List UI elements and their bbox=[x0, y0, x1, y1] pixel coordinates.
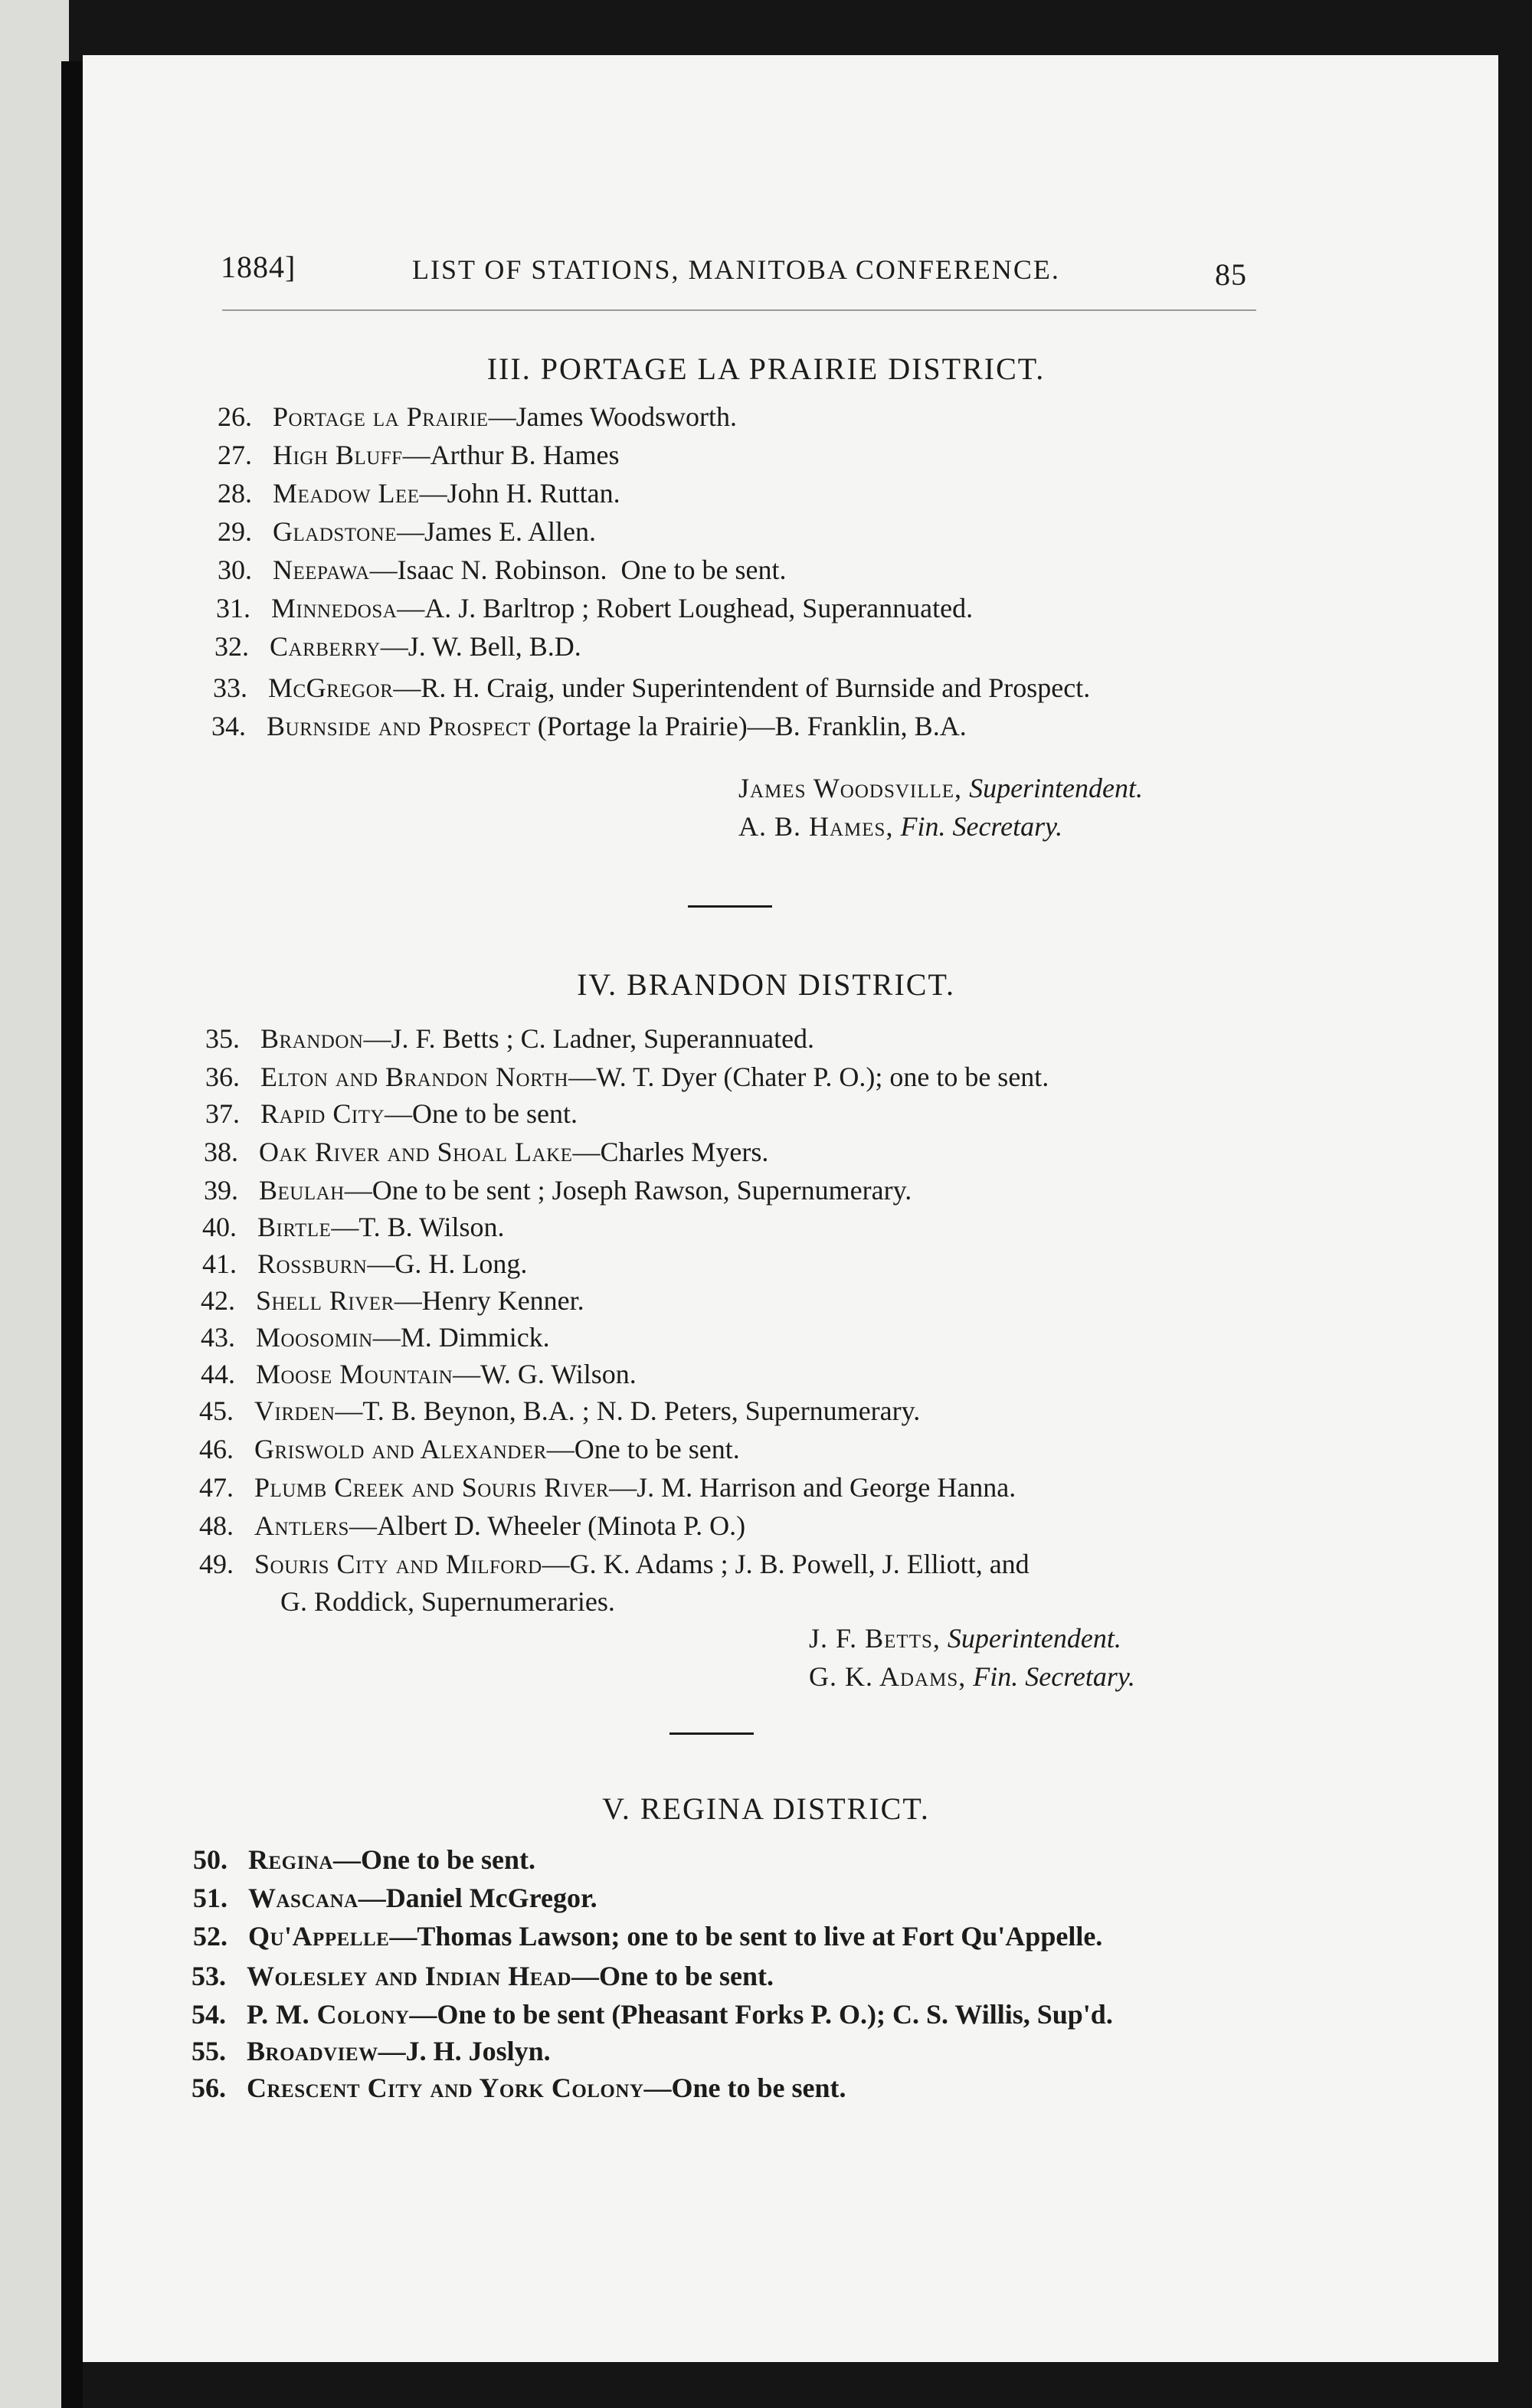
station-number: 46. bbox=[199, 1434, 234, 1464]
station-number: 43. bbox=[201, 1322, 235, 1353]
station-33 bbox=[213, 671, 1090, 705]
station-place: High Bluff bbox=[273, 440, 403, 470]
station-48 bbox=[199, 1509, 745, 1543]
station-number: 33. bbox=[213, 672, 247, 703]
station-49 bbox=[199, 1547, 1030, 1581]
station-appointment: —W. T. Dyer (Chater P. O.); one to be sent. bbox=[568, 1062, 1049, 1092]
station-place: Moose Mountain bbox=[256, 1359, 453, 1389]
station-appointment: —One to be sent. bbox=[571, 1961, 774, 1991]
station-number: 39. bbox=[204, 1175, 238, 1206]
station-appointment: —One to be sent. bbox=[332, 1844, 535, 1875]
signature-superintendent bbox=[738, 772, 1143, 804]
station-appointment: —John H. Ruttan. bbox=[419, 478, 620, 509]
station-50 bbox=[193, 1843, 535, 1876]
station-appointment: —J. M. Harrison and George Hanna. bbox=[609, 1472, 1016, 1503]
station-32 bbox=[214, 630, 581, 663]
station-number: 37. bbox=[205, 1098, 240, 1129]
running-head bbox=[221, 249, 1247, 295]
signature-role: Superintendent. bbox=[947, 1623, 1121, 1654]
signature-role: Superintendent. bbox=[969, 773, 1144, 803]
station-place: P. M. Colony bbox=[247, 1999, 410, 2030]
header-rule bbox=[222, 309, 1256, 311]
station-appointment: —One to be sent. bbox=[385, 1098, 578, 1129]
station-place: Qu'Appelle bbox=[248, 1921, 390, 1952]
station-place: Rapid City bbox=[260, 1098, 385, 1129]
station-appointment: —M. Dimmick. bbox=[372, 1322, 550, 1353]
station-appointment: —Isaac N. Robinson. One to be sent. bbox=[369, 555, 787, 585]
scan-gutter bbox=[61, 61, 83, 2408]
station-number: 35. bbox=[205, 1023, 240, 1054]
district-heading-portage: III. PORTAGE LA PRAIRIE DISTRICT. bbox=[486, 352, 1046, 386]
station-number: 29. bbox=[218, 516, 252, 547]
station-place: Carberry bbox=[270, 631, 381, 662]
station-51 bbox=[193, 1881, 597, 1915]
signature-role: Fin. Secretary. bbox=[900, 811, 1063, 842]
station-appointment: —James Woodsworth. bbox=[488, 401, 737, 432]
station-number: 45. bbox=[199, 1395, 234, 1426]
station-number: 30. bbox=[218, 555, 252, 585]
station-place: Minnedosa bbox=[271, 593, 398, 623]
station-appointment: —Henry Kenner. bbox=[394, 1285, 584, 1316]
signature-fin-secretary bbox=[738, 810, 1062, 842]
station-number: 28. bbox=[218, 478, 252, 509]
station-36 bbox=[205, 1060, 1049, 1094]
running-head-year: 1884] bbox=[221, 250, 296, 284]
station-number: 55. bbox=[192, 2036, 226, 2066]
station-53 bbox=[192, 1959, 774, 1993]
signature-fin-secretary bbox=[809, 1660, 1135, 1693]
station-39 bbox=[204, 1173, 912, 1207]
station-appointment: —J. H. Joslyn. bbox=[378, 2036, 551, 2066]
station-number: 48. bbox=[199, 1510, 234, 1541]
station-appointment: —G. K. Adams ; J. B. Powell, J. Elliott, and bbox=[542, 1549, 1030, 1579]
station-number: 40. bbox=[202, 1212, 237, 1242]
signature-role: Fin. Secretary. bbox=[973, 1661, 1135, 1692]
station-number: 27. bbox=[218, 440, 252, 470]
station-46 bbox=[199, 1432, 740, 1466]
station-43 bbox=[201, 1320, 550, 1354]
station-place: Neepawa bbox=[273, 555, 370, 585]
station-place: Moosomin bbox=[256, 1322, 373, 1353]
signature-name: J. F. Betts, bbox=[809, 1623, 941, 1654]
station-appointment: —Thomas Lawson; one to be sent to live at Fort Qu'Appelle. bbox=[389, 1921, 1103, 1952]
station-54 bbox=[192, 1997, 1113, 2031]
signature-superintendent bbox=[809, 1622, 1121, 1654]
station-number: 47. bbox=[199, 1472, 234, 1503]
station-place: Crescent City and York Colony bbox=[247, 2073, 644, 2103]
station-number: 31. bbox=[216, 593, 250, 623]
station-42 bbox=[201, 1284, 584, 1317]
station-47 bbox=[199, 1471, 1016, 1504]
station-45 bbox=[199, 1394, 920, 1428]
station-appointment: —One to be sent ; Joseph Rawson, Supernumerary. bbox=[344, 1175, 912, 1206]
station-place: Rossburn bbox=[257, 1248, 368, 1279]
station-place: Beulah bbox=[259, 1175, 345, 1206]
station-place: Birtle bbox=[257, 1212, 332, 1242]
station-number: 50. bbox=[193, 1844, 228, 1875]
station-place: Antlers bbox=[254, 1510, 349, 1541]
station-number: 52. bbox=[193, 1921, 228, 1952]
district-heading-regina: V. REGINA DISTRICT. bbox=[602, 1791, 930, 1826]
station-appointment: —A. J. Barltrop ; Robert Loughead, Superannuated. bbox=[397, 593, 974, 623]
station-appointment: —One to be sent (Pheasant Forks P. O.); C. S. Willis, Sup'd. bbox=[409, 1999, 1113, 2030]
signature-name: G. K. Adams, bbox=[809, 1661, 967, 1692]
station-30 bbox=[218, 553, 787, 587]
section-divider bbox=[669, 1732, 754, 1735]
station-appointment: —Arthur B. Hames bbox=[402, 440, 620, 470]
signature-name: A. B. Hames, bbox=[738, 811, 894, 842]
station-appointment: —One to be sent. bbox=[546, 1434, 740, 1464]
station-number: 53. bbox=[192, 1961, 226, 1991]
station-55 bbox=[192, 2034, 551, 2068]
station-place: Wolesley and Indian Head bbox=[247, 1961, 572, 1991]
station-appointment: —Charles Myers. bbox=[572, 1137, 769, 1167]
station-31 bbox=[216, 591, 973, 625]
station-38 bbox=[204, 1135, 768, 1169]
station-number: 34. bbox=[211, 711, 246, 741]
section-divider bbox=[688, 905, 772, 908]
running-head-title: LIST OF STATIONS, MANITOBA CONFERENCE. bbox=[412, 254, 1060, 285]
station-40 bbox=[202, 1210, 505, 1244]
station-number: 44. bbox=[201, 1359, 235, 1389]
station-28 bbox=[218, 476, 620, 510]
station-appointment: —R. H. Craig, under Superintendent of Burnside and Prospect. bbox=[393, 672, 1091, 703]
station-appointment: —Albert D. Wheeler (Minota P. O.) bbox=[349, 1510, 746, 1541]
station-place: McGregor bbox=[268, 672, 394, 703]
station-number: 42. bbox=[201, 1285, 235, 1316]
station-49-continuation: G. Roddick, Supernumeraries. bbox=[280, 1586, 615, 1617]
station-place: Burnside and Prospect bbox=[267, 711, 531, 741]
station-number: 56. bbox=[192, 2073, 226, 2103]
station-appointment: —One to be sent. bbox=[643, 2073, 846, 2103]
station-56 bbox=[192, 2071, 846, 2105]
station-44 bbox=[201, 1357, 637, 1391]
station-place: Broadview bbox=[247, 2036, 378, 2066]
station-place: Souris City and Milford bbox=[254, 1549, 542, 1579]
station-place: Shell River bbox=[256, 1285, 394, 1316]
station-place: Griswold and Alexander bbox=[254, 1434, 547, 1464]
station-number: 41. bbox=[202, 1248, 237, 1279]
station-appointment: —W. G. Wilson. bbox=[453, 1359, 637, 1389]
station-place: Plumb Creek and Souris River bbox=[254, 1472, 610, 1503]
station-number: 49. bbox=[199, 1549, 234, 1579]
station-appointment: —T. B. Beynon, B.A. ; N. D. Peters, Supernumerary. bbox=[335, 1395, 921, 1426]
station-appointment: —J. F. Betts ; C. Ladner, Superannuated. bbox=[363, 1023, 815, 1054]
station-place: Regina bbox=[248, 1844, 333, 1875]
station-29 bbox=[218, 515, 596, 548]
station-place: Gladstone bbox=[273, 516, 397, 547]
station-appointment: —G. H. Long. bbox=[367, 1248, 528, 1279]
station-27 bbox=[218, 438, 620, 472]
station-number: 32. bbox=[214, 631, 249, 662]
station-26 bbox=[218, 400, 737, 434]
station-appointment: (Portage la Prairie)—B. Franklin, B.A. bbox=[530, 711, 967, 741]
station-34 bbox=[211, 709, 967, 743]
signature-name: James Woodsville, bbox=[738, 773, 963, 803]
station-place: Wascana bbox=[248, 1883, 358, 1913]
station-appointment: —J. W. Bell, B.D. bbox=[380, 631, 581, 662]
station-appointment: —T. B. Wilson. bbox=[331, 1212, 505, 1242]
station-place: Brandon bbox=[260, 1023, 364, 1054]
station-35 bbox=[205, 1022, 814, 1055]
station-number: 38. bbox=[204, 1137, 238, 1167]
station-41 bbox=[202, 1247, 527, 1281]
station-number: 54. bbox=[192, 1999, 226, 2030]
station-number: 51. bbox=[193, 1883, 228, 1913]
station-place: Virden bbox=[254, 1395, 336, 1426]
station-place: Oak River and Shoal Lake bbox=[259, 1137, 573, 1167]
station-place: Meadow Lee bbox=[273, 478, 420, 509]
station-37 bbox=[205, 1097, 578, 1130]
station-place: Elton and Brandon North bbox=[260, 1062, 569, 1092]
station-appointment: —Daniel McGregor. bbox=[358, 1883, 597, 1913]
station-number: 36. bbox=[205, 1062, 240, 1092]
station-52 bbox=[193, 1919, 1102, 1953]
station-number: 26. bbox=[218, 401, 252, 432]
page-number: 85 bbox=[1215, 257, 1247, 292]
district-heading-brandon: IV. BRANDON DISTRICT. bbox=[577, 967, 955, 1002]
station-appointment: —James E. Allen. bbox=[396, 516, 596, 547]
station-place: Portage la Prairie bbox=[273, 401, 489, 432]
